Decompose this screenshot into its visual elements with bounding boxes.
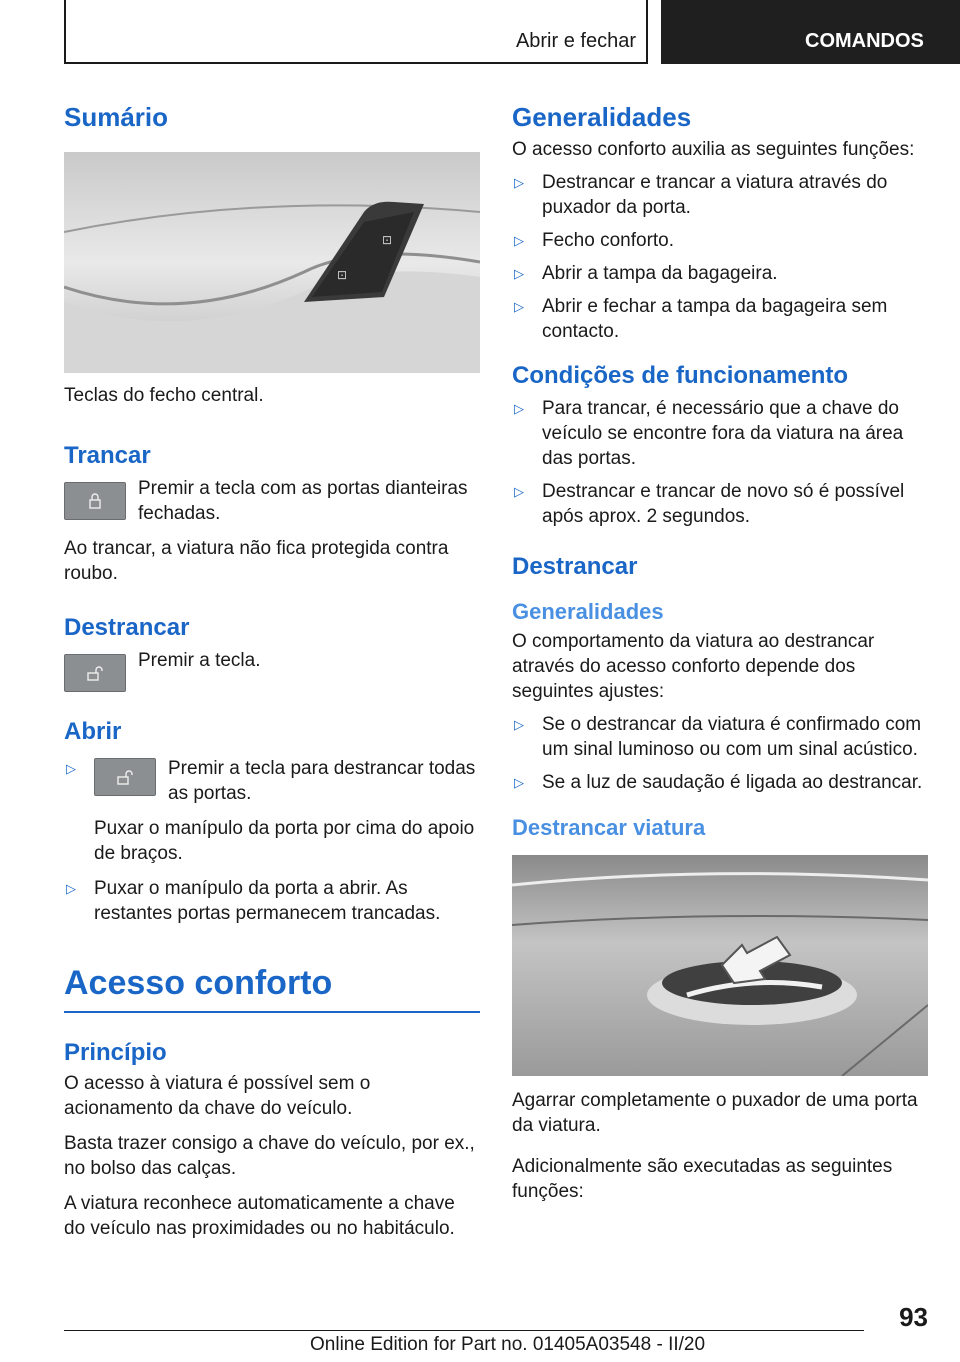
central-lock-photo [64,152,480,373]
list-item [512,261,928,286]
triangle-right-icon: ▷ [66,761,76,776]
list-item [512,770,928,795]
lock-note: Ao trancar, a viatura não fica protegida contra roubo. [64,538,449,584]
general-title: Generalidades [512,102,692,132]
general-intro: O acesso conforto auxilia as seguintes funções: [512,139,915,160]
summary-title: Sumário [64,102,169,132]
lock-icon [85,491,105,511]
list-item [512,228,928,253]
unlock-section-title: Destrancar [512,553,638,580]
open-item-1-sub: Puxar o manípulo da porta por cima do apoio de braços. [94,818,475,864]
additional-text: Adicionalmente são executadas as seguintes funções: [512,1156,893,1202]
triangle-right-icon: ▷ [514,775,524,790]
condition-item-1: Para trancar, é necessário que a chave do veículo se encontre fora da viatura na área das portas. [542,398,904,469]
right-column [512,100,928,1204]
unlock-instruction: Premir a tecla. [138,650,261,671]
triangle-right-icon: ▷ [66,881,76,896]
lock-instruction: Premir a tecla com as portas dianteiras fechadas. [138,478,468,524]
triangle-right-icon: ▷ [514,299,524,314]
list-item [64,756,480,866]
left-column [64,100,480,1241]
conditions-title: Condições de funcionamento [512,362,849,389]
door-handle-photo [512,855,928,1076]
list-item [64,876,480,926]
photo-caption: Teclas do fecho central. [64,385,264,406]
open-item-2: Puxar o manípulo da porta a abrir. As restantes portas permanecem trancadas. [94,878,441,924]
principle-text-2: Basta trazer consigo a chave do veículo, por ex., no bolso das calças. [64,1133,475,1179]
general-item-2: Fecho conforto. [542,230,675,251]
triangle-right-icon: ▷ [514,717,524,732]
principle-text-1: O acesso à viatura é possível sem o acionamento da chave do veículo. [64,1073,371,1119]
unlock-icon [115,767,135,787]
list-item [512,396,928,471]
list-item [512,294,928,344]
unlock-button-image [94,758,156,796]
open-item-1: Premir a tecla para destrancar todas as portas. [168,758,476,804]
page-number: 93 [899,1302,928,1332]
triangle-right-icon: ▷ [514,175,524,190]
lock-title: Trancar [64,442,151,469]
lock-button-image [64,482,126,520]
unlock-icon [85,663,105,683]
footer-rule [64,1330,864,1331]
condition-item-2: Destrancar e trancar de novo só é possível após aprox. 2 segundos. [542,481,905,527]
handle-photo-caption: Agarrar completamente o puxador de uma porta da viatura. [512,1090,918,1136]
general-item-3: Abrir a tampa da bagageira. [542,263,778,284]
chapter-tab: COMANDOS [661,0,960,64]
unlock-item-2: Se a luz de saudação é ligada ao destrancar. [542,772,923,793]
triangle-right-icon: ▷ [514,233,524,248]
section-rule [64,1011,480,1013]
unlock-title: Destrancar [64,614,190,641]
list-item [512,479,928,529]
unlock-item-1: Se o destrancar da viatura é confirmado com um sinal luminoso ou com um sinal acústico. [542,714,922,760]
triangle-right-icon: ▷ [514,266,524,281]
principle-title: Princípio [64,1039,167,1066]
svg-text:⊡: ⊡ [337,268,348,282]
section-title: Abrir e fechar [515,30,636,52]
header-bar [64,0,648,64]
general-item-1: Destrancar e trancar a viatura através do puxador da porta. [542,172,888,218]
unlock-vehicle-title: Destrancar viatura [512,815,706,840]
edition-text: Online Edition for Part no. 01405A03548 - II/20 [310,1334,706,1355]
open-title: Abrir [64,718,122,745]
svg-text:⊡: ⊡ [382,233,393,247]
general-item-4: Abrir e fechar a tampa da bagageira sem contacto. [542,296,888,342]
unlock-button-image [64,654,126,692]
list-item [512,712,928,762]
principle-text-3: A viatura reconhece automaticamente a chave do veículo nas proximidades ou no habitáculo. [64,1193,455,1239]
comfort-access-title: Acesso conforto [64,964,333,1002]
triangle-right-icon: ▷ [514,484,524,499]
triangle-right-icon: ▷ [514,401,524,416]
list-item [512,170,928,220]
unlock-general-text: O comportamento da viatura ao destrancar através do acesso conforto depende dos seguintes ajustes: [512,631,875,702]
unlock-general-title: Generalidades [512,599,664,624]
